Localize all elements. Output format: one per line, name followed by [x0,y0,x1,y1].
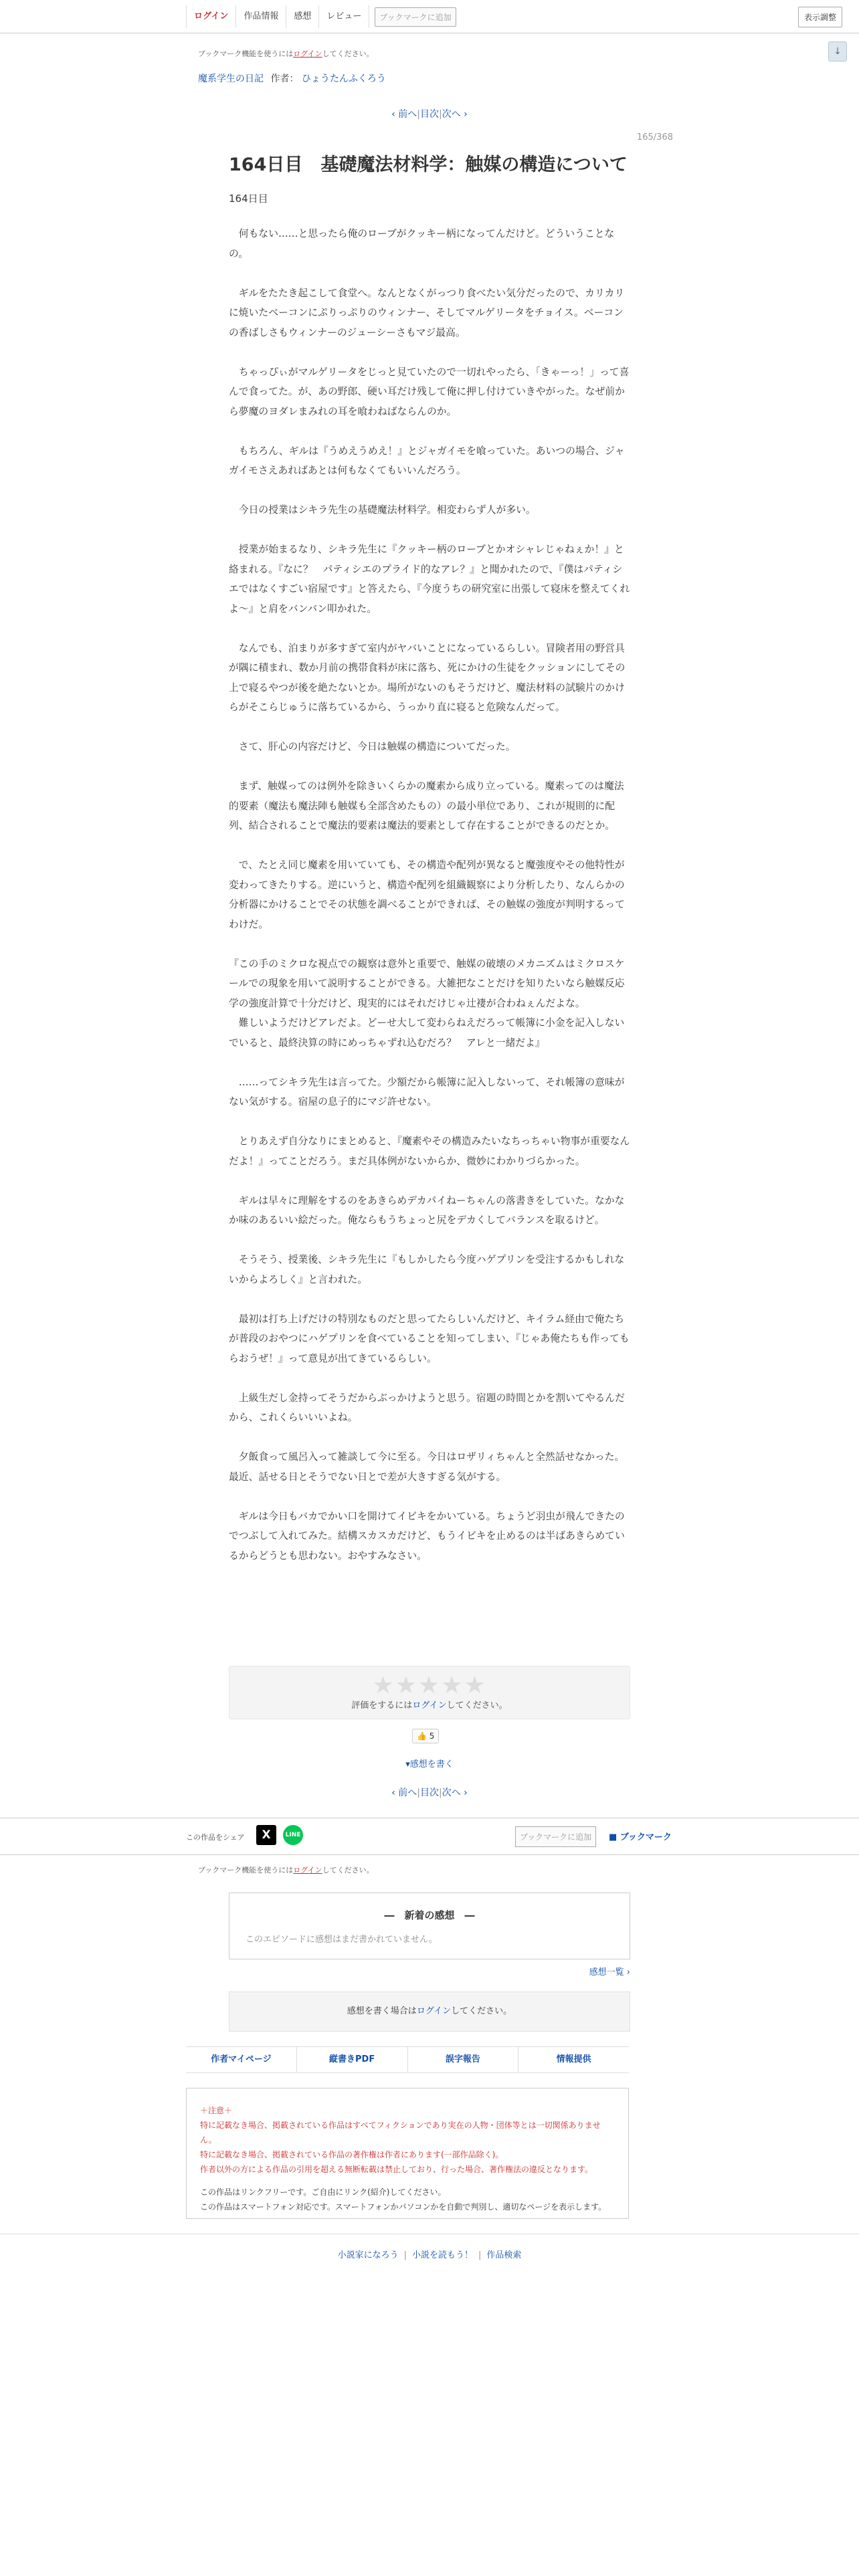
work-footer-links [186,2046,629,2073]
bookmark-link-label: ブックマーク [619,1832,672,1842]
novel-paragraph [229,718,630,738]
novel-paragraph: ギルをたたき起こして食堂へ。なんとなくがっつり食べたい気分だったので、カリカリに焼いたベーコンにぷりっぷりのウィンナー、そしてマルゲリータをチョイス。ベーコンの香ばしさもウィンナーのジューシーさもマジ最高。 [229,287,625,338]
novel-paragraph: 上級生だし金持ってそうだからぶっかけようと思う。宿題の時間とかを割いてやるんだから、これくらいいいよね。 [229,1392,625,1423]
novel-paragraph: 『この手のミクロな視点での観察は意外と重要で、触媒の破壊のメカニズムはミクロスケールでの現象を用いて説明することができる。大雑把なことだけを知りたいなら触媒反応学の強度計算で十分だけど、現実的にはそれだけじゃ辻褄が合わねぇんだよな。 [229,958,625,1009]
novel-paragraph [229,1289,630,1309]
bookmark-login-note-2 [198,1864,374,1875]
note-text: ブックマーク機能を使うには [198,49,294,58]
new-impressions-heading: ― 新着の感想 ― [384,1909,475,1921]
like-button[interactable] [412,1729,439,1743]
pager-bottom: ‹ 前へ|目次|次へ › [391,1788,468,1798]
novel-paragraph [229,1368,630,1388]
novel-paragraph: 授業が始まるなり、シキラ先生に『クッキー柄のローブとかオシャレじゃねぇか！』と絡まれる。『なに？ パティシエのプライド的なアレ？』と聞かれたので、『僕はパティシエではなくすごい宿屋です』と答えたら、『今度うちの研究室に出張して寝床を整えてくれよ～』と肩をバンバン叩かれた。 [229,544,630,615]
new-impressions-box [229,1893,630,1959]
rating-login-note [229,1698,630,1711]
novel-paragraph [229,1428,630,1448]
novel-paragraph: 夕飯食って風呂入って雑談して今に至る。今日はロザリィちゃんと全然話せなかった。最近、話せる日とそうでない日とで差が大きすぎる気がする。 [229,1451,625,1483]
caution-line: この作品はリンクフリーです。ご自由にリンク(紹介)してください。 [200,2187,446,2197]
novel-paragraph [229,619,630,639]
next-link-bottom[interactable]: 次へ › [442,1788,468,1798]
thumbs-up-icon: 👍 [417,1731,427,1741]
novel-paragraph: そうそう、授業後、シキラ先生に『もしかしたら今度ハゲプリンを受注するかもしれないからよろしく』と言われた。 [229,1254,625,1285]
note-text-2: ブックマーク機能を使うには [198,1866,294,1874]
novel-paragraph [229,934,630,954]
x-share-icon[interactable]: X [256,1825,276,1845]
note-login-link[interactable]: ログイン [293,49,322,58]
write-impression-link[interactable]: ▾感想を書く [405,1759,454,1769]
novel-paragraph: なんでも、泊まりが多すぎて室内がヤバいことになっているらしい。冒険者用の野営具が隅に積まれ、数か月前の携帯食料が床に落ち、死にかけの生徒をクッションにしてその上で寝るやつが後を絶たないとか。場所がないのもそうだけど、魔法材料の試験片のかけらがそこらじゅうに落ちているから、うっかり直に寝ると危険なんだって。 [229,642,626,713]
novel-paragraph: ……ってシキラ先生は言ってた。少額だから帳簿に記入しないって、それ帳簿の意味がない気がする。宿屋の息子的にマジ許せない。 [229,1076,625,1107]
caution-line: 特に記載なき場合、掲載されている作品の著作権は作者にあります(一部作品除く)。 [200,2150,504,2159]
novel-paragraph [229,836,630,856]
novel-paragraph [229,1230,630,1251]
novel-paragraph [229,342,630,362]
novel-paragraph: まず、触媒ってのは例外を除きいくらかの魔素から成り立っている。魔素ってのは魔法的要素（魔法も魔法陣も触媒も全部含めたもの）の最小単位であり、これが規則的に配列、結合されることで魔法的要素は魔法的要素として存在することができるのだとか。 [229,780,624,831]
pager-top: ‹ 前へ|目次|次へ › [391,109,468,120]
write-impression [0,1757,859,1769]
prev-link[interactable]: ‹ 前へ [391,109,417,120]
impression-list-link[interactable] [589,1965,630,1977]
search-link[interactable]: 作品検索 [486,2250,522,2260]
novel-paragraph [229,1171,630,1191]
vertical-pdf-link[interactable]: 縦書きPDF [297,2047,408,2072]
novel-paragraph: とりあえず自分なりにまとめると、『魔素やその構造みたいなちっちゃい物事が重要なんだよ！』ってことだろう。まだ具体例がないからか、微妙にわかりづらかった。 [229,1136,630,1167]
page-number: 165/368 [636,132,673,142]
novel-paragraph: 今日の授業はシキラ先生の基礎魔法材料学。相変わらず人が多い。 [229,504,536,516]
novel-paragraph: 何もない……と思ったら俺のローブがクッキー柄になってんだけど。どういうことなの。 [229,228,615,259]
series-title-link[interactable]: 魔系学生の日記 [198,74,264,84]
novel-paragraph: で、たとえ同じ魔素を用いていても、その構造や配列が異なると魔強度やその他特性が変わってきたりする。逆にいうと、構造や配列を組織観察により分析したり、なんらかの分析器にかけることでその状態を調べることができれば、その触媒の強度が判明するってわけだ。 [229,859,625,930]
caution-line: 作者以外の方による作品の引用を超える無断転載は禁止しており、行った場合、著作権法の違反となります。 [200,2165,593,2174]
novel-paragraph [229,481,630,501]
novel-paragraph: ギルは早々に理解をするのをあきらめデカパイねーちゃんの落書きをしていた。なかなか味のあるいい絵だった。俺ならもうちょっと尻をデカくしてバランスを取るけど。 [229,1194,625,1226]
imp-login-link[interactable]: ログイン [416,2006,452,2016]
rating-stars[interactable]: ★★★★★ [372,1672,487,1699]
novel-paragraph: ちゃっぴぃがマルゲリータをじっと見ていたので一切れやったら、「きゃーっ！」って喜んで食ってた。が、あの野郎、硬い耳だけ残して俺に押し付けていきやがった。なぜ前から夢魔のヨダレまみれの耳を喰わねばならんのか。 [229,366,630,417]
imp-login-post: してください。 [451,2006,512,2016]
caution-line: この作品はスマートフォン対応です。スマートフォンかパソコンかを自動で判別し、適切なページを表示します。 [200,2202,607,2212]
novel-paragraph: 難しいようだけどアレだよ。どーせ大して変わらねえだろって帳簿に小金を記入しないでいると、最終決算の時にめっちゃずれ込むだろ？ アレと一緒だよ』 [229,1017,625,1049]
rating-box [229,1666,630,1719]
author-link[interactable]: ひょうたんふくろう [301,74,386,84]
note-text-post-2: してください。 [322,1866,374,1874]
tab-reviews[interactable]: レビュー [319,5,369,28]
tab-impressions[interactable]: 感想 [286,5,319,28]
add-bookmark-button[interactable]: ブックマークに追加 [375,7,456,27]
scroll-down-icon[interactable]: ↓ [828,41,847,62]
site-footer: 小説家になろう | 小説を読もう！ | 作品検索 [0,2234,859,2260]
narou-link[interactable]: 小説家になろう [337,2250,399,2260]
imp-login-pre: 感想を書く場合は [347,2006,417,2016]
like-count: 5 [429,1731,435,1741]
series-info [198,72,386,85]
info-provide-link[interactable]: 情報提供 [556,2054,591,2064]
novel-paragraph [229,1487,630,1507]
author-label: 作者： [270,74,299,84]
caution-line: 特に記載なき場合、掲載されている作品はすべてフィクションであり実在の人物・団体等とは一切関係ありません。 [200,2121,601,2145]
novel-paragraph [229,1112,630,1132]
rating-msg: 評価をするには [351,1701,413,1711]
novel-paragraph: 最初は打ち上げだけの特別なものだと思ってたらしいんだけど、キイラム経由で俺たちが普段のおやつにハゲプリンを食べていることを知ってしまい、『じゃあ俺たちも作ってもらおうぜ！』って意見が出てきているらしい。 [229,1313,630,1364]
prev-link-bottom[interactable]: ‹ 前へ [391,1788,417,1798]
bookmark-login-note [198,48,374,59]
next-link[interactable]: 次へ › [442,109,468,120]
share-bar [0,1818,859,1855]
note-text-post: してください。 [322,49,374,58]
episode-subtitle: 164日目 [229,193,268,205]
add-bookmark-button-2[interactable]: ブックマークに追加 [515,1826,596,1847]
author-mypage-link[interactable]: 作者マイページ [186,2047,297,2072]
impression-list-label: 感想一覧 [589,1967,624,1977]
novel-paragraph: さて、肝心の内容だけど、今日は触媒の構造についてだった。 [229,741,516,752]
note-login-link-2[interactable]: ログイン [293,1866,322,1874]
typo-report-link[interactable]: 誤字報告 [408,2047,519,2072]
novel-paragraph [229,520,630,540]
novel-paragraph [229,421,630,441]
bookmark-icon: ■ [609,1832,620,1842]
no-impressions-text: このエピソードに感想はまだ書かれていません。 [246,1935,438,1945]
chevron-right-icon: › [626,1967,630,1977]
share-label: この作品をシェア [186,1833,245,1842]
novel-paragraph: ギルは今日もバカでかい口を開けてイビキをかいている。ちょうど羽虫が飛んできたのでつぶして入れてみた。結構スカスカだけど、もうイビキを止めるのは半ばあきらめているからどうとも思わない。おやすみなさい。 [229,1510,625,1562]
line-share-icon[interactable]: LINE [283,1825,303,1845]
tab-work-info[interactable]: 作品情報 [236,5,286,28]
bookmark-link[interactable] [609,1830,672,1842]
caution-box [186,2088,629,2219]
novel-paragraph [229,1053,630,1073]
novel-paragraph: もちろん、ギルは『うめえうめえ！』とジャガイモを喰っていた。あいつの場合、ジャガイモさえあればあとは何もなくてもいいんだろう。 [229,445,625,476]
impression-login-box [229,1992,630,2032]
novel-paragraph [229,263,630,284]
novel-paragraph [229,757,630,777]
novel-body [229,224,630,1566]
toc-link-bottom[interactable]: 目次 [420,1788,439,1798]
rating-msg-post: してください。 [446,1701,508,1711]
login-link[interactable]: ログイン [186,5,236,28]
write-impression-label: 感想を書く [409,1759,454,1769]
toc-link[interactable]: 目次 [420,109,439,120]
display-settings-button[interactable]: 表示調整 [798,7,842,27]
yomou-link[interactable]: 小説を読もう！ [411,2250,473,2260]
caution-head: ＋注意＋ [200,2106,233,2115]
top-navbar [0,0,859,33]
rating-login-link[interactable]: ログイン [412,1701,447,1711]
episode-title: 164日目 基礎魔法材料学：触媒の構造について [229,154,628,175]
